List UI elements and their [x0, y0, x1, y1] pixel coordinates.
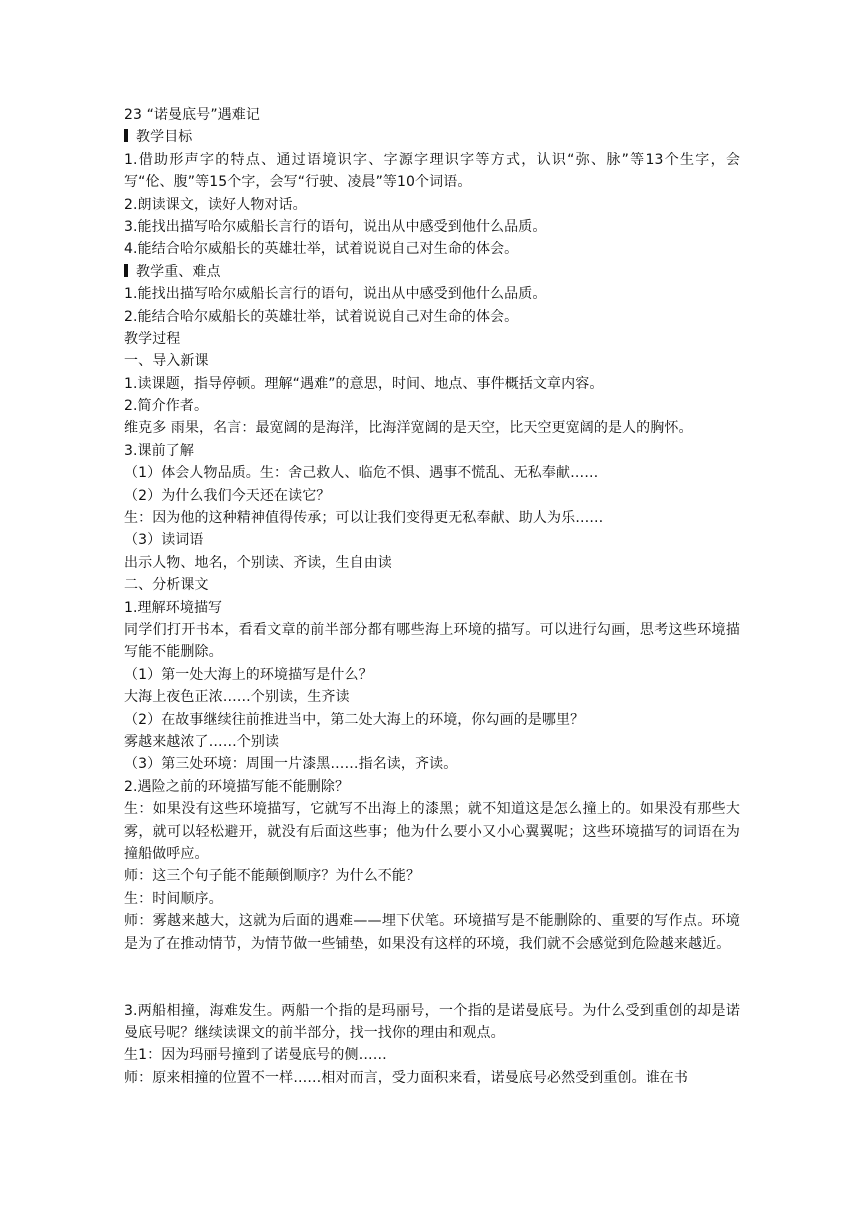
text-line: 生：时间顺序。 — [124, 890, 223, 907]
objective-item: 3.能找出描写哈尔威船长言行的语句，说出从中感受到他什么品质。 — [124, 218, 547, 235]
text-line: 师：原来相撞的位置不一样……相对而言，受力面积来看，诺曼底号必然受到重创。谁在书 — [124, 1069, 688, 1086]
section-heading-key-points — [124, 261, 740, 283]
objective-item: 1.借助形声字的特点、通过语境识字、字源字理识字等方式，认识“弥、脉”等13个生字，会写“伦、腹”等15个字，会写“行驶、凌晨”等10个词语。 — [124, 151, 740, 191]
document-body — [124, 104, 740, 1089]
section-title: 一、导入新课 — [124, 353, 209, 370]
blank-line — [124, 977, 740, 999]
heading-label: 教学重、难点 — [136, 263, 221, 280]
text-line: （2）为什么我们今天还在读它？ — [124, 487, 331, 504]
text-line: 生：因为他的这种精神值得传承；可以让我们变得更无私奉献、助人为乐…… — [124, 510, 604, 527]
text-line: （3）第三处环境：周围一片漆黑……指名读，齐读。 — [124, 756, 458, 773]
text-paragraph: 同学们打开书本，看看文章的前半部分都有哪些海上环境的描写。可以进行勾画，思考这些环境描写能不能删除。 — [124, 622, 740, 661]
section-title: 二、分析课文 — [124, 577, 209, 594]
text-line: 2.简介作者。 — [124, 398, 209, 415]
heading-bar-icon — [124, 129, 128, 142]
text-paragraph: 师：雾越来越大，这就为后面的遇难——埋下伏笔。环境描写是不能删除的、重要的写作点。环境是为了在推动情节，为情节做一些铺垫，如果没有这样的环境，我们就不会感觉到危险越来越近。 — [124, 913, 740, 952]
text-paragraph: 3.两船相撞，海难发生。两船一个指的是玛丽号，一个指的是诺曼底号。为什么受到重创的却是诺曼底号呢？继续读课文的前半部分，找一找你的理由和观点。 — [124, 1002, 740, 1042]
text-line: 3.课前了解 — [124, 442, 194, 459]
text-line: 大海上夜色正浓……个别读，生齐读 — [124, 689, 350, 706]
text-line: 维克多 雨果，名言：最宽阔的是海洋，比海洋宽阔的是天空，比天空更宽阔的是人的胸怀。 — [124, 420, 693, 437]
text-line: 雾越来越浓了……个别读 — [124, 733, 280, 750]
text-line: 2.遇险之前的环境描写能不能删除？ — [124, 778, 350, 795]
text-line: 师：这三个句子能不能颠倒顺序？为什么不能？ — [124, 868, 421, 885]
section-heading-objectives — [124, 126, 740, 148]
objective-item: 2.朗读课文，读好人物对话。 — [124, 196, 307, 213]
heading-bar-icon — [124, 264, 128, 277]
text-line: （1）第一处大海上的环境描写是什么？ — [124, 666, 373, 683]
text-line: （2）在故事继续往前推进当中，第二处大海上的环境，你勾画的是哪里？ — [124, 711, 585, 728]
text-line: （3）读词语 — [124, 532, 204, 549]
document-title: 23 “诺曼底号”遇难记 — [124, 107, 260, 123]
text-line: 1.读课题，指导停顿。理解“遇难”的意思，时间、地点、事件概括文章内容。 — [124, 375, 604, 392]
objective-item: 4.能结合哈尔威船长的英雄壮举，试着说说自己对生命的体会。 — [124, 241, 519, 258]
key-point-item: 1.能找出描写哈尔威船长言行的语句，说出从中感受到他什么品质。 — [124, 286, 547, 303]
heading-label: 教学目标 — [136, 129, 193, 146]
text-line: （1）体会人物品质。生：舍己救人、临危不惧、遇事不慌乱、无私奉献…… — [124, 465, 599, 482]
text-paragraph: 生：如果没有这些环境描写，它就写不出海上的漆黑；就不知道这是怎么撞上的。如果没有那些大雾，就可以轻松避开，就没有后面这些事；他为什么要小又小心翼翼呢；这些环境描写的词语在为撞船做呼应。 — [124, 801, 740, 862]
process-heading: 教学过程 — [124, 330, 181, 347]
text-line: 1.理解环境描写 — [124, 599, 223, 616]
key-point-item: 2.能结合哈尔威船长的英雄壮举，试着说说自己对生命的体会。 — [124, 308, 519, 325]
text-line: 生1：因为玛丽号撞到了诺曼底号的侧…… — [124, 1047, 387, 1064]
text-line: 出示人物、地名，个别读、齐读，生自由读 — [124, 554, 392, 571]
